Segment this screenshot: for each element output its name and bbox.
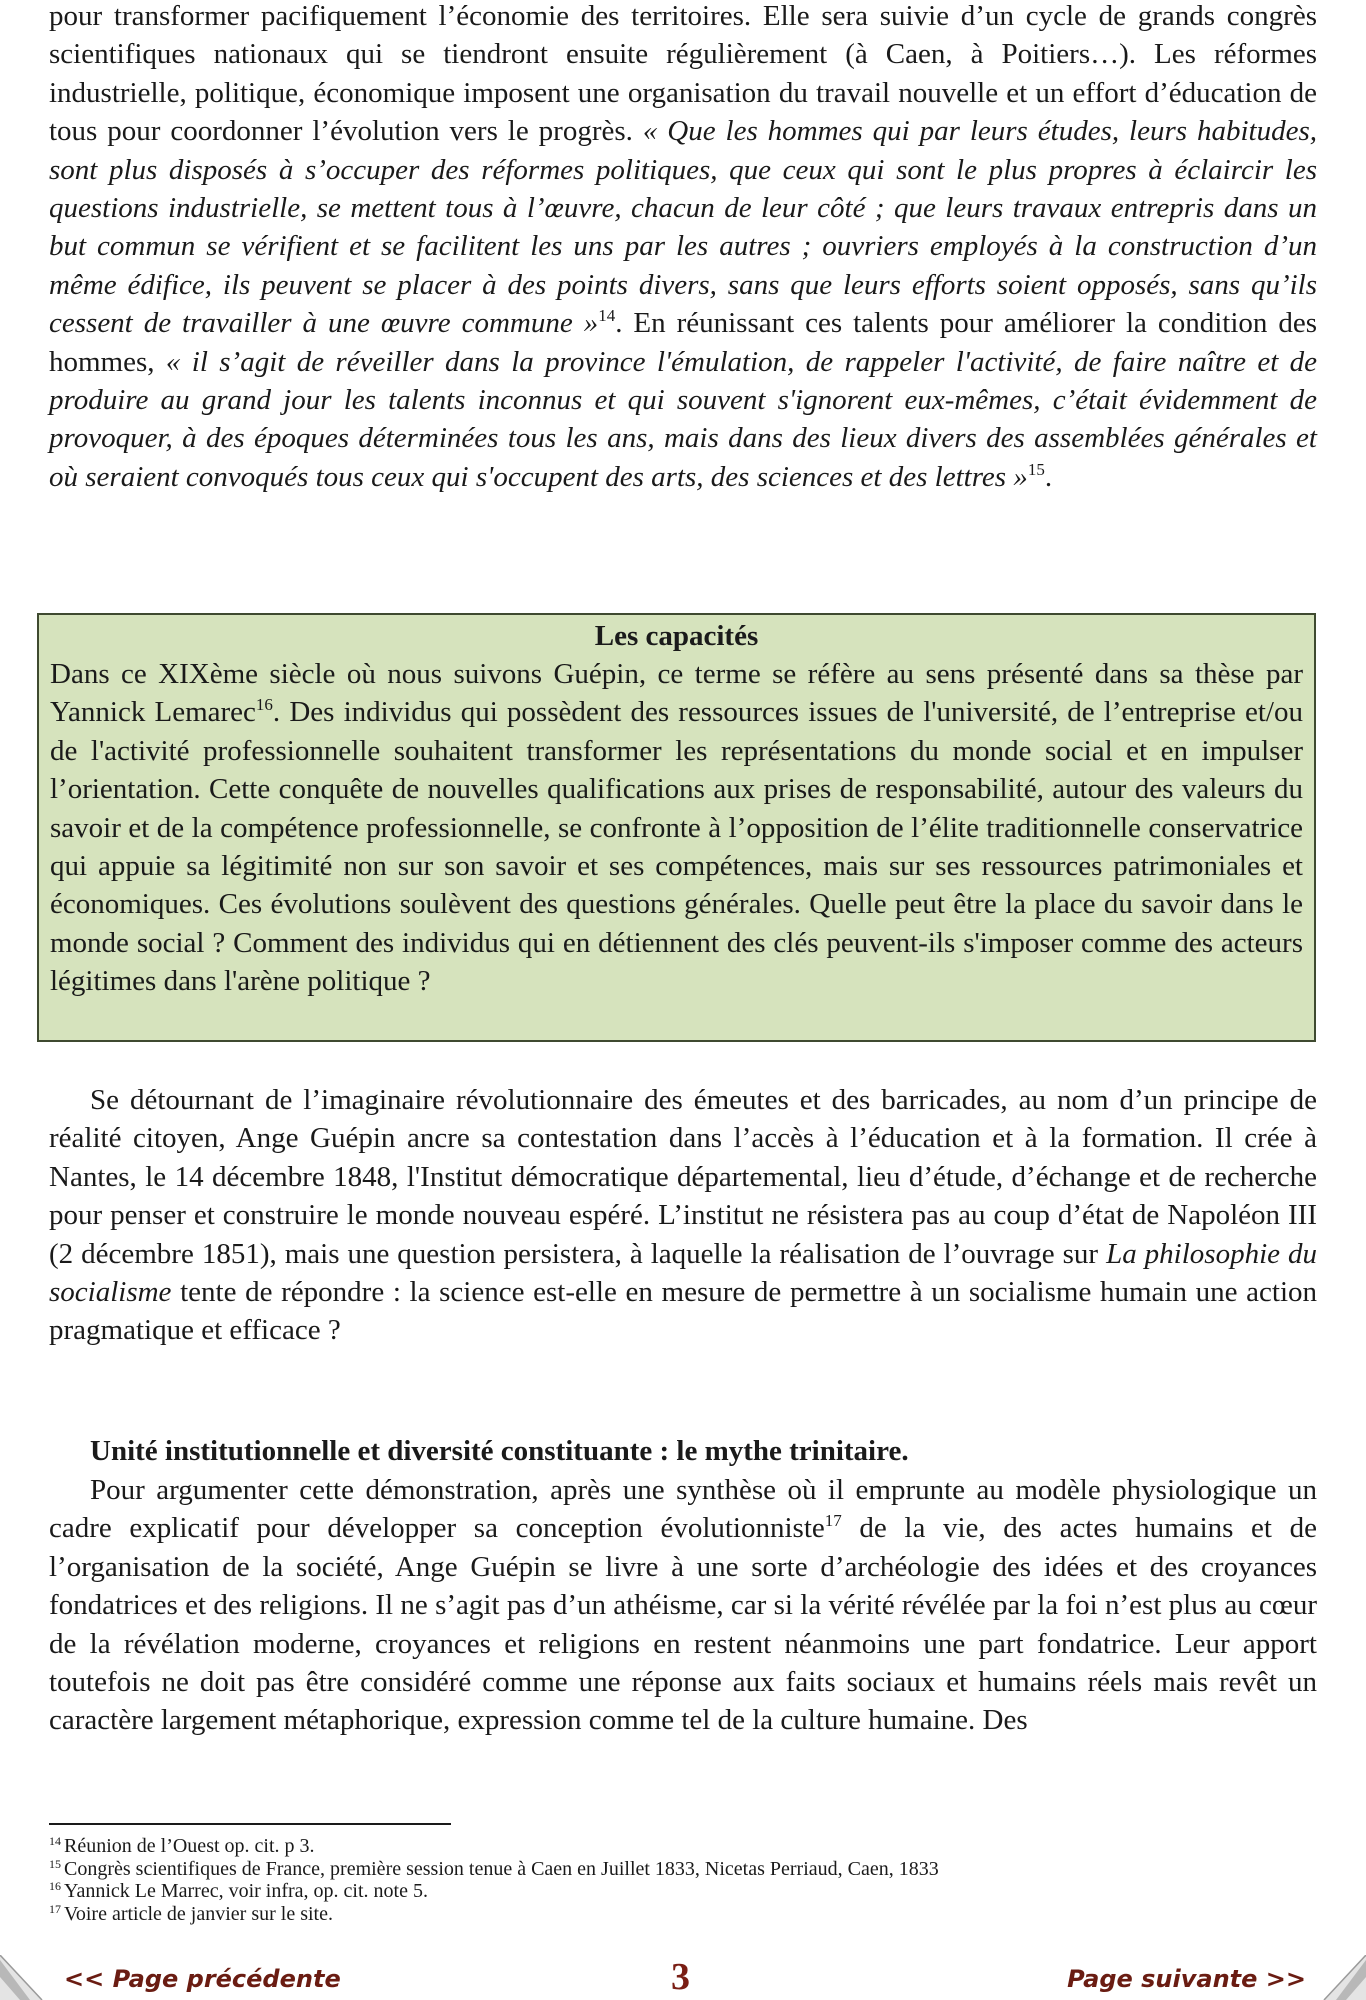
paragraph-congres bbox=[49, 0, 1317, 496]
footnotes bbox=[49, 1835, 1317, 1925]
footnote-number: 16 bbox=[49, 1879, 61, 1893]
footnote-15 bbox=[49, 1858, 1317, 1881]
footnote-ref-15: 15 bbox=[1027, 459, 1045, 479]
quotation: « Que les hommes qui par leurs études, leurs habitudes, sont plus disposés à s’occuper des réformes politiques, que ceux qui sont le plus propres à éclaircir les questions industrielle, se mettent tous à l’œuvre, chacun de leur côté ; que leurs travaux entrepris dans un but commun se vérifient et se facilitent les uns par les autres ; ouvriers employés à la construction d’un même édifice, ils peuvent se placer à des points divers, sans que leurs efforts soient opposés, sans qu’ils cessent de travailler à une œuvre commune » bbox=[49, 115, 1318, 340]
footnote-text: Yannick Le Marrec, voir infra, op. cit. note 5. bbox=[64, 1880, 428, 1902]
footnote-text: Congrès scientifiques de France, première session tenue à Caen en Juillet 1833, Nicetas Perriaud, Caen, 1833 bbox=[64, 1857, 939, 1880]
footnote-number: 14 bbox=[49, 1834, 61, 1848]
paragraph-text: pour transformer pacifiquement l’économie des territoires. Elle sera suivie d’un cycle de grands congrès scientifiques nationaux qui se tiendront ensuite régulièrement (à Caen, à Poitiers…). Les réformes industrielle, politique, économique imposent une organisation du travail nouvelle et un effort d’éducation de tous pour coordonner l’évolution vers le progrès. bbox=[49, 0, 1317, 148]
page-navigation bbox=[0, 1955, 1366, 2000]
paragraph-institut bbox=[49, 1081, 1317, 1350]
next-page-link[interactable]: Page suivante >> bbox=[1067, 1965, 1306, 1993]
paragraph-demonstration bbox=[49, 1471, 1317, 1740]
paragraph-text: tente de répondre : la science est-elle en mesure de permettre à un socialisme humain une action pragmatique et efficace ? bbox=[49, 1276, 1317, 1347]
box-text: . Des individus qui possèdent des ressources issues de l'université, de l’entreprise et/ou de l'activité professionnelle souhaitent transformer les représentations du monde social et en impulser l’orientation. Cette conquête de nouvelles qualifications aux prises de responsabilité, autour des valeurs du savoir et de la compétence professionnelle, se confronte à l’opposition de l’élite traditionnelle conservatrice qui appuie sa légitimité non sur son savoir et ses compétences, mais sur ses ressources patrimoniales et économiques. Ces évolutions soulèvent des questions générales. Quelle peut être la place du savoir dans le monde social ? Comment des individus qui en détiennent des clés peuvent-ils s'imposer comme des acteurs légitimes dans l'arène politique ? bbox=[50, 696, 1303, 998]
footnote-number: 15 bbox=[49, 1856, 61, 1871]
footnote-ref-17: 17 bbox=[824, 1511, 842, 1531]
page-curl-right-icon bbox=[1316, 1955, 1366, 2000]
footnote-number: 17 bbox=[49, 1901, 61, 1916]
book-title: La philosophie du socialisme bbox=[49, 1237, 1317, 1309]
footnote-text: Réunion de l’Ouest op. cit. p 3. bbox=[64, 1835, 315, 1857]
box-title: Les capacités bbox=[594, 620, 759, 652]
previous-page-link[interactable]: << Page précédente bbox=[64, 1965, 341, 1993]
capacites-box bbox=[37, 613, 1316, 1042]
page-number: 3 bbox=[671, 1956, 690, 1998]
box-text: Dans ce XIXème siècle où nous suivons Guépin, ce terme se réfère au sens présenté dans sa thèse par Yannick Lemarec bbox=[50, 658, 1303, 729]
paragraph-text: de la vie, des actes humains et de l’organisation de la société, Ange Guépin se livre à une sorte d’archéologie des idées et des croyances fondatrices et des religions. Il ne s’agit pas d’un athéisme, car si la vérité révélée par la foi n’est plus au cœur de la révélation moderne, croyances et religions en restent néanmoins une part fondatrice. Leur apport toutefois ne doit pas être considéré comme une réponse aux faits sociaux et humains réels mais revêt un caractère largement métaphorique, expression comme tel de la culture humaine. Des bbox=[49, 1512, 1317, 1737]
paragraph-text: Se détournant de l’imaginaire révolutionnaire des émeutes et des barricades, au nom d’un principe de réalité citoyen, Ange Guépin ancre sa contestation dans l’accès à l’éducation et à la formation. Il crée à Nantes, le 14 décembre 1848, l'Institut démocratique départemental, lieu d’étude, d’échange et de recherche pour penser et construire le monde nouveau espéré. L’institut ne résistera pas au coup d’état de Napoléon III (2 décembre 1851), mais une question persistera, à laquelle la réalisation de l’ouvrage sur bbox=[49, 1084, 1317, 1270]
section-heading: Unité institutionnelle et diversité constituante : le mythe trinitaire. bbox=[90, 1435, 909, 1467]
footnote-16 bbox=[49, 1880, 1317, 1903]
footnote-ref-14: 14 bbox=[598, 306, 616, 326]
footnote-17 bbox=[49, 1903, 1317, 1926]
page-curl-left-icon bbox=[0, 1955, 50, 2000]
quotation: « il s’agit de réveiller dans la province l'émulation, de rappeler l'activité, de faire naître et de produire au grand jour les talents inconnus et qui souvent s'ignorent eux-mêmes, c’était évidemment de provoquer, à des époques déterminées tous les ans, mais dans des lieux divers des assemblées générales et où seraient convoqués tous ceux qui s'occupent des arts, des sciences et des lettres » bbox=[49, 345, 1317, 493]
paragraph-text: Pour argumenter cette démonstration, après une synthèse où il emprunte au modèle physiologique un cadre explicatif pour développer sa conception évolutionniste bbox=[49, 1474, 1317, 1545]
footnote-text: Voire article de janvier sur le site. bbox=[64, 1902, 333, 1925]
box-body bbox=[50, 655, 1303, 1001]
footnote-ref-16: 16 bbox=[255, 695, 273, 715]
footnote-separator bbox=[49, 1823, 451, 1825]
paragraph-text: . bbox=[1044, 460, 1053, 493]
footnote-14 bbox=[49, 1835, 1317, 1858]
paragraph-text: . En réunissant ces talents pour améliorer la condition des hommes, bbox=[49, 307, 1317, 378]
